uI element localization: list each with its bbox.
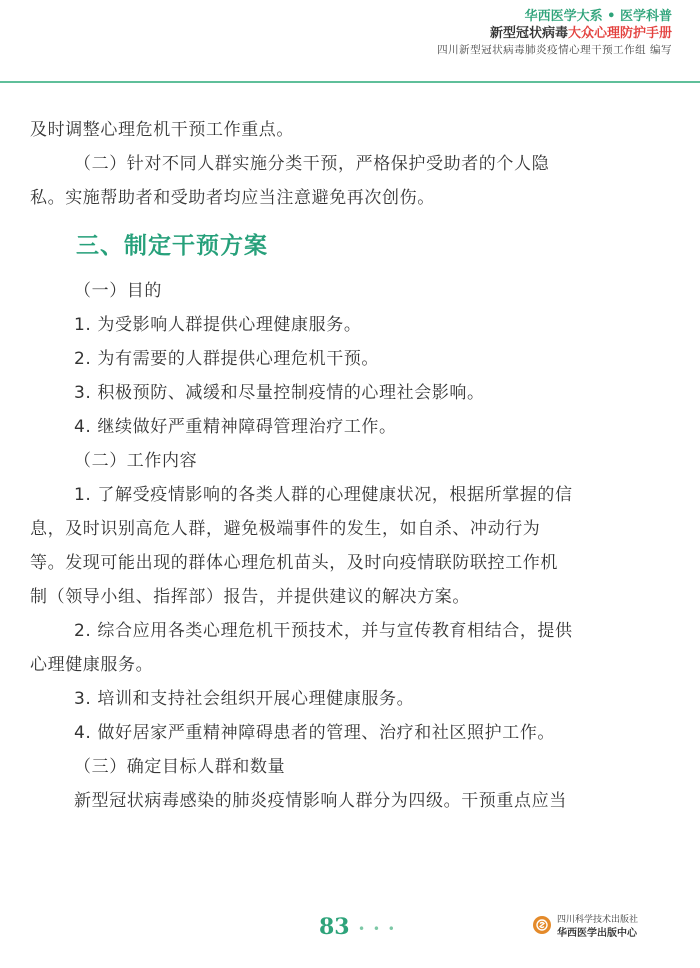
- book-title-part2: 大众心理防护手册: [567, 26, 672, 41]
- list-item: 2. 为有需要的人群提供心理危机干预。: [74, 349, 380, 369]
- footer-dots: • • •: [358, 922, 397, 936]
- book-title-part1: 新型冠状病毒: [489, 26, 568, 41]
- paragraph: 及时调整心理危机干预工作重点。: [30, 120, 294, 140]
- subheading: （一）目的: [74, 281, 162, 301]
- list-item: 1. 为受影响人群提供心理健康服务。: [74, 315, 362, 335]
- paragraph: 心理健康服务。: [30, 655, 154, 675]
- paragraph: 息，及时识别高危人群，避免极端事件的发生，如自杀、冲动行为: [30, 519, 541, 539]
- list-item: 4. 继续做好严重精神障碍管理治疗工作。: [74, 417, 397, 437]
- publisher-1: 四川科学技术出版社: [557, 915, 639, 925]
- paragraph: 私。实施帮助者和受助者均应当注意避免再次创伤。: [30, 188, 435, 208]
- page-footer: [0, 910, 700, 950]
- editor-line: 四川新型冠状病毒肺炎疫情心理干预工作组 编写: [437, 44, 672, 56]
- page-number: 83: [319, 914, 350, 940]
- paragraph: 制（领导小组、指挥部）报告，并提供建议的解决方案。: [30, 587, 470, 607]
- paragraph: 2. 综合应用各类心理危机干预技术，并与宣传教育相结合，提供: [74, 621, 573, 641]
- list-item: 3. 培训和支持社会组织开展心理健康服务。: [74, 689, 415, 709]
- publisher-names: [557, 914, 638, 941]
- list-item: 3. 积极预防、减缓和尽量控制疫情的心理社会影响。: [74, 383, 485, 403]
- subheading: （二）工作内容: [74, 451, 198, 471]
- subheading: （三）确定目标人群和数量: [74, 757, 286, 777]
- publisher-2: 华西医学出版中心: [557, 928, 637, 939]
- paragraph: 1. 了解受疫情影响的各类人群的心理健康状况，根据所掌握的信: [74, 485, 573, 505]
- page-body: [30, 113, 660, 818]
- list-item: 4. 做好居家严重精神障碍患者的管理、治疗和社区照护工作。: [74, 723, 556, 743]
- book-title: [437, 25, 672, 42]
- paragraph: 新型冠状病毒感染的肺炎疫情影响人群分为四级。干预重点应当: [74, 791, 567, 811]
- header-rule: [0, 81, 700, 83]
- paragraph: （二）针对不同人群实施分类干预，严格保护受助者的个人隐: [74, 154, 550, 174]
- paragraph: 等。发现可能出现的群体心理危机苗头，及时向疫情联防联控工作机: [30, 553, 558, 573]
- running-header: [437, 8, 672, 58]
- series-title: 华西医学大系 • 医学科普: [524, 9, 672, 24]
- publisher-logo-icon: [533, 916, 551, 934]
- section-heading: 三、制定干预方案: [76, 233, 268, 259]
